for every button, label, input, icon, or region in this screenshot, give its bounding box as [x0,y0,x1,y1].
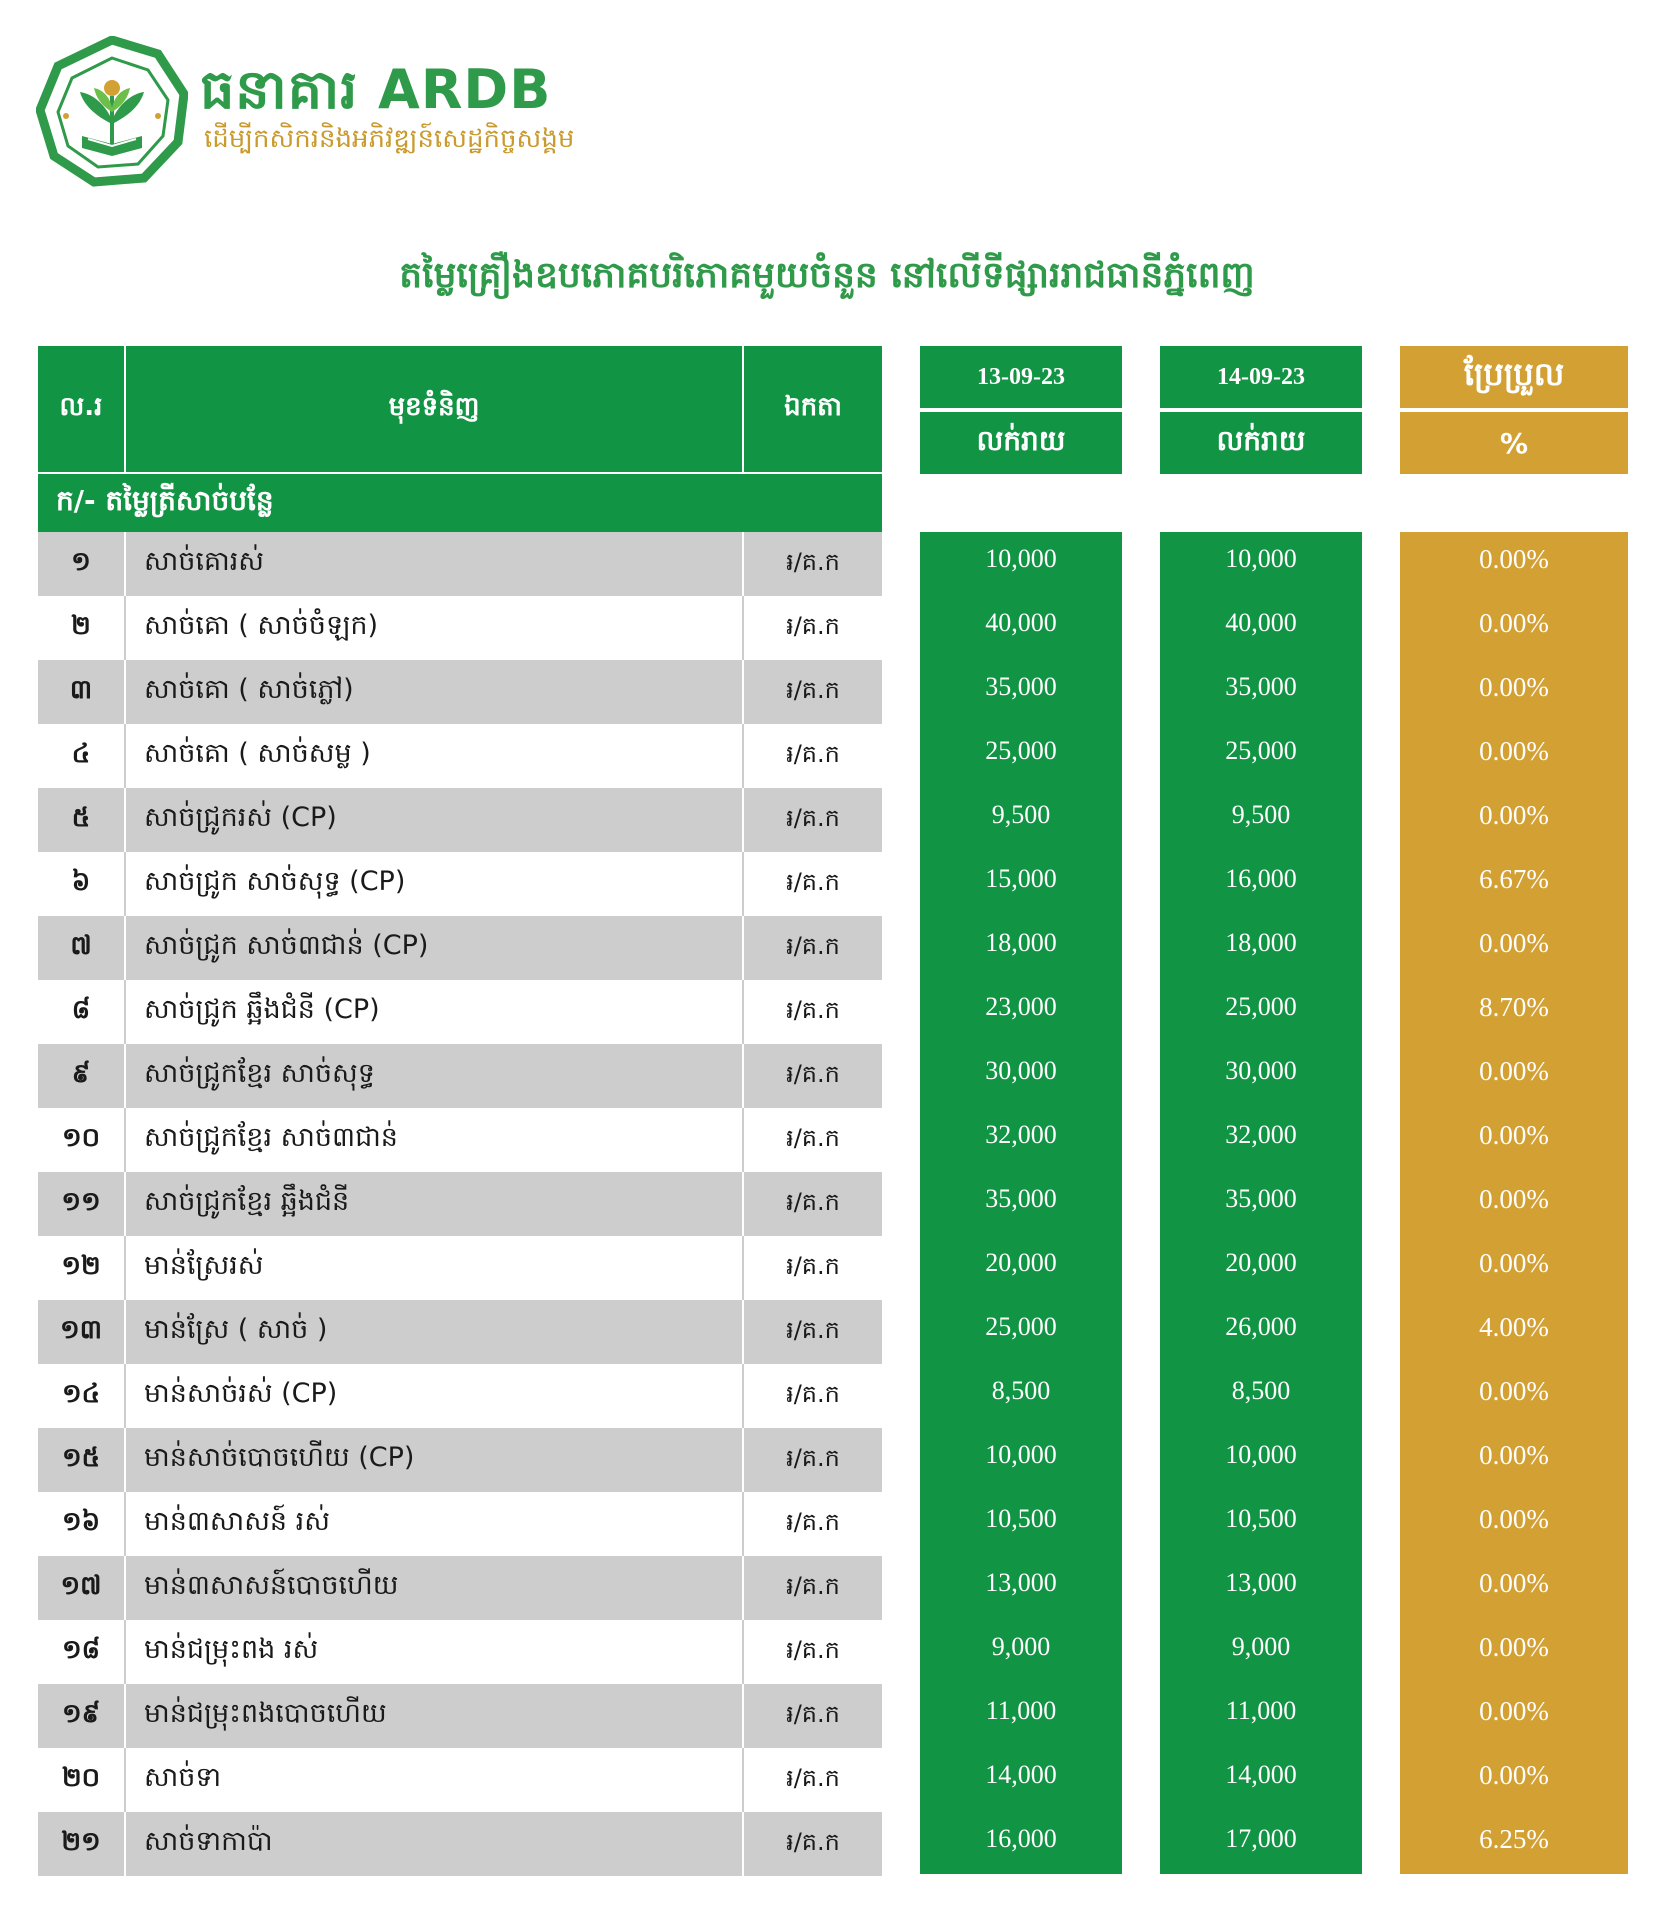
price-change-percent: 0.00% [1479,736,1549,766]
table-row [38,1684,882,1748]
price-14-09-23: 35,000 [1225,1184,1297,1213]
row-item-name: សាច់ជ្រូក សាច់៣ជាន់ (CP) [126,916,744,980]
row-item-name: សាច់ទា [126,1748,744,1812]
row-number: ៩ [38,1044,126,1108]
date1-column [920,346,1122,1853]
price-14-09-23: 25,000 [1225,992,1297,1021]
price-14-09-23: 35,000 [1225,672,1297,701]
row-number: ១៦ [38,1492,126,1556]
row-item-name: មាន់ស្រែ ( សាច់ ) [126,1300,744,1364]
price-13-09-23: 10,000 [985,1440,1057,1469]
row-item-name: សាច់គោ ( សាច់ភ្លៅ) [126,660,744,724]
price-13-09-23: 20,000 [985,1248,1057,1277]
row-number: ១៩ [38,1684,126,1748]
price-14-09-23: 9,500 [1231,800,1291,829]
row-item-name: មាន់៣សាសន៍ រស់ [126,1492,744,1556]
price-13-09-23: 35,000 [985,672,1057,701]
price-14-09-23: 9,000 [1231,1632,1291,1661]
row-number: ២១ [38,1812,126,1876]
price-14-09-23: 25,000 [1225,736,1297,765]
date2-header: 14-09-23 [1160,346,1362,408]
price-13-09-23: 14,000 [985,1760,1057,1789]
row-unit: ៛/គ.ក [786,1507,840,1536]
section-label: ក/- តម្លៃត្រីសាច់បន្លែ [38,474,882,532]
date1-values [920,532,1122,1874]
price-14-09-23: 40,000 [1225,608,1297,637]
price-14-09-23: 10,000 [1225,1440,1297,1469]
price-14-09-23: 10,500 [1225,1504,1297,1533]
table-row [38,1236,882,1300]
date2-values [1160,532,1362,1874]
price-change-percent: 0.00% [1479,1056,1549,1086]
header-unit: ឯកតា [784,392,842,422]
row-item-name: មាន់សាច់បោចហើយ (CP) [126,1428,744,1492]
price-14-09-23: 10,000 [1225,544,1297,573]
row-unit: ៛/គ.ក [786,739,840,768]
price-13-09-23: 23,000 [985,992,1057,1021]
table-row [38,532,882,596]
table-row [38,1428,882,1492]
row-unit: ៛/គ.ក [786,611,840,640]
price-change-percent: 0.00% [1479,1376,1549,1406]
price-14-09-23: 32,000 [1225,1120,1297,1149]
row-item-name: មាន់ស្រែរស់ [126,1236,744,1300]
row-unit: ៛/គ.ក [786,1059,840,1088]
row-unit: ៛/គ.ក [786,547,840,576]
price-13-09-23: 18,000 [985,928,1057,957]
price-14-09-23: 18,000 [1225,928,1297,957]
row-number: ៣ [38,660,126,724]
price-14-09-23: 17,000 [1225,1824,1297,1853]
table-row [38,660,882,724]
date1-header: 13-09-23 [920,346,1122,408]
bank-slogan: ដើម្បីកសិករនិងអភិវឌ្ឍន៍សេដ្ឋកិច្ចសង្គម [204,124,575,154]
row-item-name: សាច់ជ្រូក សាច់សុទ្ធ (CP) [126,852,744,916]
date2-price-label: លក់រាយ [1160,412,1362,474]
table-row [38,1492,882,1556]
row-item-name: មាន់៣សាសន៍បោចហើយ [126,1556,744,1620]
price-13-09-23: 25,000 [985,736,1057,765]
change-values [1400,532,1628,1874]
row-unit: ៛/គ.ក [786,1571,840,1600]
row-unit: ៛/គ.ក [786,1123,840,1152]
price-change-percent: 0.00% [1479,1504,1549,1534]
price-change-percent: 0.00% [1479,1120,1549,1150]
price-13-09-23: 8,500 [991,1376,1051,1405]
row-unit: ៛/គ.ក [786,1699,840,1728]
price-13-09-23: 30,000 [985,1056,1057,1085]
price-change-percent: 6.25% [1479,1824,1549,1854]
row-number: ២ [38,596,126,660]
price-change-percent: 6.67% [1479,864,1549,894]
price-14-09-23: 26,000 [1225,1312,1297,1341]
price-14-09-23: 20,000 [1225,1248,1297,1277]
row-unit: ៛/គ.ក [786,1763,840,1792]
change-header: ប្រែប្រួល [1400,346,1628,408]
row-item-name: មាន់ជម្រុះពងបោចហើយ [126,1684,744,1748]
price-13-09-23: 9,000 [991,1632,1051,1661]
row-item-name: សាច់គោ ( សាច់សម្ល ) [126,724,744,788]
price-change-percent: 0.00% [1479,544,1549,574]
row-unit: ៛/គ.ក [786,675,840,704]
table-row [38,1300,882,1364]
table-row [38,1748,882,1812]
price-change-percent: 0.00% [1479,1696,1549,1726]
price-change-percent: 8.70% [1479,992,1549,1022]
row-unit: ៛/គ.ក [786,1379,840,1408]
bank-name: ធនាគារ ARDB [200,58,552,121]
price-change-percent: 0.00% [1479,1632,1549,1662]
table-row [38,852,882,916]
price-13-09-23: 15,000 [985,864,1057,893]
row-item-name: សាច់ទាកាប៉ា [126,1812,744,1876]
row-number: ៥ [38,788,126,852]
table-row [38,788,882,852]
row-item-name: សាច់គោរស់ [126,532,744,596]
row-unit: ៛/គ.ក [786,995,840,1024]
price-14-09-23: 11,000 [1225,1696,1297,1725]
table-header [38,346,882,474]
percent-label: % [1400,412,1628,474]
price-13-09-23: 13,000 [985,1568,1057,1597]
header-no: ល.រ [38,346,126,472]
price-14-09-23: 13,000 [1225,1568,1297,1597]
price-change-percent: 0.00% [1479,1760,1549,1790]
row-unit: ៛/គ.ក [786,931,840,960]
table-row [38,1108,882,1172]
row-unit: ៛/គ.ក [786,867,840,896]
price-table [38,346,882,1876]
price-change-percent: 4.00% [1479,1312,1549,1342]
row-number: ១៣ [38,1300,126,1364]
price-13-09-23: 40,000 [985,608,1057,637]
row-number: ១៥ [38,1428,126,1492]
row-number: ១ [38,532,126,596]
date2-column [1160,346,1362,1853]
price-change-percent: 0.00% [1479,800,1549,830]
row-item-name: សាច់ជ្រូកខ្មែរ សាច់៣ជាន់ [126,1108,744,1172]
date1-price-label: លក់រាយ [920,412,1122,474]
price-change-percent: 0.00% [1479,608,1549,638]
row-number: ១៨ [38,1620,126,1684]
row-item-name: សាច់ជ្រូកខ្មែរ ឆ្អឹងជំនី [126,1172,744,1236]
change-column [1400,346,1628,1854]
price-14-09-23: 16,000 [1225,864,1297,893]
table-row [38,1044,882,1108]
row-item-name: សាច់ជ្រូក ឆ្អឹងជំនី (CP) [126,980,744,1044]
table-row [38,596,882,660]
row-number: ៦ [38,852,126,916]
price-14-09-23: 30,000 [1225,1056,1297,1085]
row-unit: ៛/គ.ក [786,1187,840,1216]
row-number: ១៧ [38,1556,126,1620]
price-13-09-23: 10,000 [985,544,1057,573]
header-item: មុខទំនិញ [126,346,744,472]
row-number: ១៤ [38,1364,126,1428]
row-unit: ៛/គ.ក [786,1827,840,1856]
row-item-name: មាន់សាច់រស់ (CP) [126,1364,744,1428]
ardb-logo-icon [36,36,188,188]
row-number: ១០ [38,1108,126,1172]
price-13-09-23: 11,000 [985,1696,1057,1725]
price-14-09-23: 8,500 [1231,1376,1291,1405]
row-item-name: សាច់ជ្រូករស់ (CP) [126,788,744,852]
price-13-09-23: 16,000 [985,1824,1057,1853]
price-change-percent: 0.00% [1479,1568,1549,1598]
table-row [38,1556,882,1620]
row-unit: ៛/គ.ក [786,1635,840,1664]
price-13-09-23: 10,500 [985,1504,1057,1533]
table-body [38,532,882,1876]
price-change-percent: 0.00% [1479,672,1549,702]
price-14-09-23: 14,000 [1225,1760,1297,1789]
price-change-percent: 0.00% [1479,1248,1549,1278]
row-number: ៨ [38,980,126,1044]
page-title: តម្លៃគ្រឿងឧបភោគបរិភោគមួយចំនួន នៅលើទីផ្សាររាជធានីភ្នំពេញ [399,255,1255,296]
table-row [38,1172,882,1236]
row-item-name: សាច់គោ ( សាច់ចំឡក) [126,596,744,660]
row-number: ៤ [38,724,126,788]
row-unit: ៛/គ.ក [786,1315,840,1344]
row-number: ១២ [38,1236,126,1300]
row-number: ២០ [38,1748,126,1812]
price-13-09-23: 9,500 [991,800,1051,829]
row-number: ៧ [38,916,126,980]
row-item-name: សាច់ជ្រូកខ្មែរ សាច់សុទ្ធ [126,1044,744,1108]
table-row [38,724,882,788]
row-number: ១១ [38,1172,126,1236]
row-unit: ៛/គ.ក [786,1251,840,1280]
row-item-name: មាន់ជម្រុះពង រស់ [126,1620,744,1684]
table-row [38,980,882,1044]
table-row [38,1620,882,1684]
price-change-percent: 0.00% [1479,928,1549,958]
price-change-percent: 0.00% [1479,1440,1549,1470]
price-change-percent: 0.00% [1479,1184,1549,1214]
table-row [38,916,882,980]
price-13-09-23: 35,000 [985,1184,1057,1213]
row-unit: ៛/គ.ក [786,803,840,832]
table-row [38,1812,882,1876]
table-row [38,1364,882,1428]
price-13-09-23: 25,000 [985,1312,1057,1341]
price-13-09-23: 32,000 [985,1120,1057,1149]
row-unit: ៛/គ.ក [786,1443,840,1472]
